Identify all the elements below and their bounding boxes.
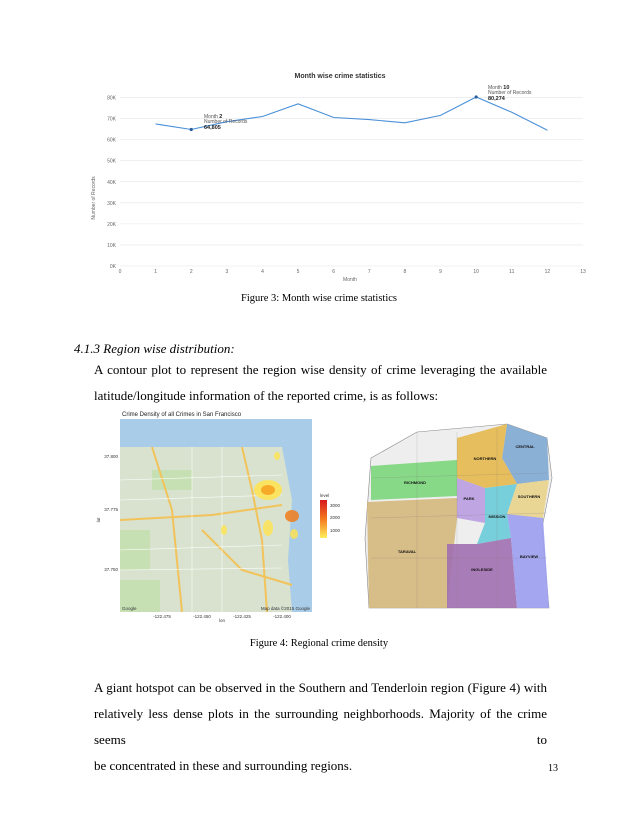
legend-title: level xyxy=(320,493,330,498)
lat-tick-1: 37.800 xyxy=(104,454,118,459)
x-tick-label: 9 xyxy=(439,269,442,275)
district-label-bayview: BAYVIEW xyxy=(519,554,539,559)
district-ingleside xyxy=(447,538,517,608)
paragraph-hotspot-line-2: relatively less dense plots in the surrounding neighborhoods. Majority of the crime seems to xyxy=(94,706,547,747)
x-tick-label: 7 xyxy=(367,269,371,275)
y-tick-labels xyxy=(107,96,117,270)
highlighted-point xyxy=(475,95,478,98)
svg-text:64,805: 64,805 xyxy=(204,125,221,131)
lon-tick-3: -122.425 xyxy=(233,614,251,619)
lat-axis-label: lat xyxy=(96,517,101,523)
y-tick-label: 40K xyxy=(107,179,116,186)
y-axis-label: Number of Records xyxy=(91,176,97,220)
paragraph-intro xyxy=(94,357,547,409)
lon-tick-4: -122.400 xyxy=(273,614,291,619)
x-tick-label: 1 xyxy=(154,269,158,275)
x-tick-label: 11 xyxy=(509,269,515,275)
x-tick-label: 0 xyxy=(118,269,122,275)
district-label-central: CENTRAL xyxy=(515,444,535,449)
lon-axis-label: lon xyxy=(218,618,226,622)
chart-title: Month wise crime statistics xyxy=(294,73,386,80)
y-tick-label: 20K xyxy=(107,221,116,228)
svg-text:80,274: 80,274 xyxy=(488,96,505,102)
paragraph-hotspot-line-1: A giant hotspot can be observed in the Southern and Tenderloin region (Figure 4) with xyxy=(94,680,547,695)
police-district-map xyxy=(357,418,556,612)
svg-text:Month 10: Month 10 xyxy=(488,85,510,91)
tooltip-month-10 xyxy=(488,85,532,102)
y-tick-label: 60K xyxy=(107,137,116,144)
page-number: 13 xyxy=(548,763,558,774)
google-logo: Google xyxy=(122,606,137,611)
tooltip-month-2 xyxy=(204,114,248,131)
svg-text:Month 2: Month 2 xyxy=(204,114,223,120)
x-tick-label: 10 xyxy=(473,269,479,275)
paragraph-intro-line-2: latitude/longitude information of the reported crime, is as follows: xyxy=(94,388,439,403)
figure-3-caption: Figure 3: Month wise crime statistics xyxy=(240,293,398,304)
paragraph-intro-line-1: A contour plot to represent the region wise density of crime leveraging the available xyxy=(94,362,547,377)
figure-4-caption: Figure 4: Regional crime density xyxy=(249,638,389,649)
lat-tick-3: 37.750 xyxy=(104,567,118,572)
legend-color-bar xyxy=(320,500,327,538)
y-tick-label: 30K xyxy=(107,200,116,207)
legend-tick-3: 1000 xyxy=(330,528,341,533)
y-tick-label: 0K xyxy=(109,264,116,270)
district-label-ingleside: INGLESIDE xyxy=(471,567,493,572)
map-attribution: Map data ©2015 Google xyxy=(260,606,310,611)
district-label-taraval: TARAVAL xyxy=(397,549,417,554)
legend-tick-1: 3000 xyxy=(330,503,341,508)
svg-text:Number of Records: Number of Records xyxy=(488,90,532,96)
district-label-park: PARK xyxy=(463,496,475,501)
svg-text:Number of Records: Number of Records xyxy=(204,119,248,125)
x-axis-label: Month xyxy=(343,277,357,283)
month-crime-line-chart xyxy=(86,68,594,286)
y-tick-label: 10K xyxy=(107,242,116,249)
lon-tick-2: -122.450 xyxy=(193,614,211,619)
lon-tick-1: -122.475 xyxy=(153,614,171,619)
x-tick-label: 6 xyxy=(332,269,336,275)
x-tick-label: 8 xyxy=(403,269,407,275)
x-tick-label: 5 xyxy=(296,269,300,275)
x-tick-label: 4 xyxy=(261,269,264,275)
data-points xyxy=(190,95,478,131)
y-tick-label: 50K xyxy=(107,158,116,165)
paragraph-hotspot-line-3: be concentrated in these and surrounding regions. xyxy=(94,758,353,773)
x-tick-label: 12 xyxy=(544,269,551,275)
paragraph-hotspot xyxy=(94,675,547,779)
district-label-mission: MISSION xyxy=(488,514,506,519)
section-heading: 4.1.3 Region wise distribution: xyxy=(74,341,235,356)
density-map-title: Crime Density of all Crimes in San Francisco xyxy=(122,412,242,418)
legend-tick-2: 2000 xyxy=(330,515,341,520)
crime-density-map xyxy=(92,410,354,622)
y-tick-label: 80K xyxy=(107,95,116,102)
highlighted-point xyxy=(190,128,193,131)
district-label-northern: NORTHERN xyxy=(473,456,497,461)
district-label-southern: SOUTHERN xyxy=(517,494,541,499)
x-tick-label: 3 xyxy=(225,269,229,275)
lat-tick-2: 37.775 xyxy=(104,507,118,512)
y-tick-label: 70K xyxy=(107,116,116,123)
x-tick-label: 2 xyxy=(189,269,193,275)
district-label-richmond: RICHMOND xyxy=(404,480,426,485)
x-tick-label: 13 xyxy=(580,269,586,275)
x-tick-labels xyxy=(119,269,586,275)
chart-grid xyxy=(120,98,583,266)
